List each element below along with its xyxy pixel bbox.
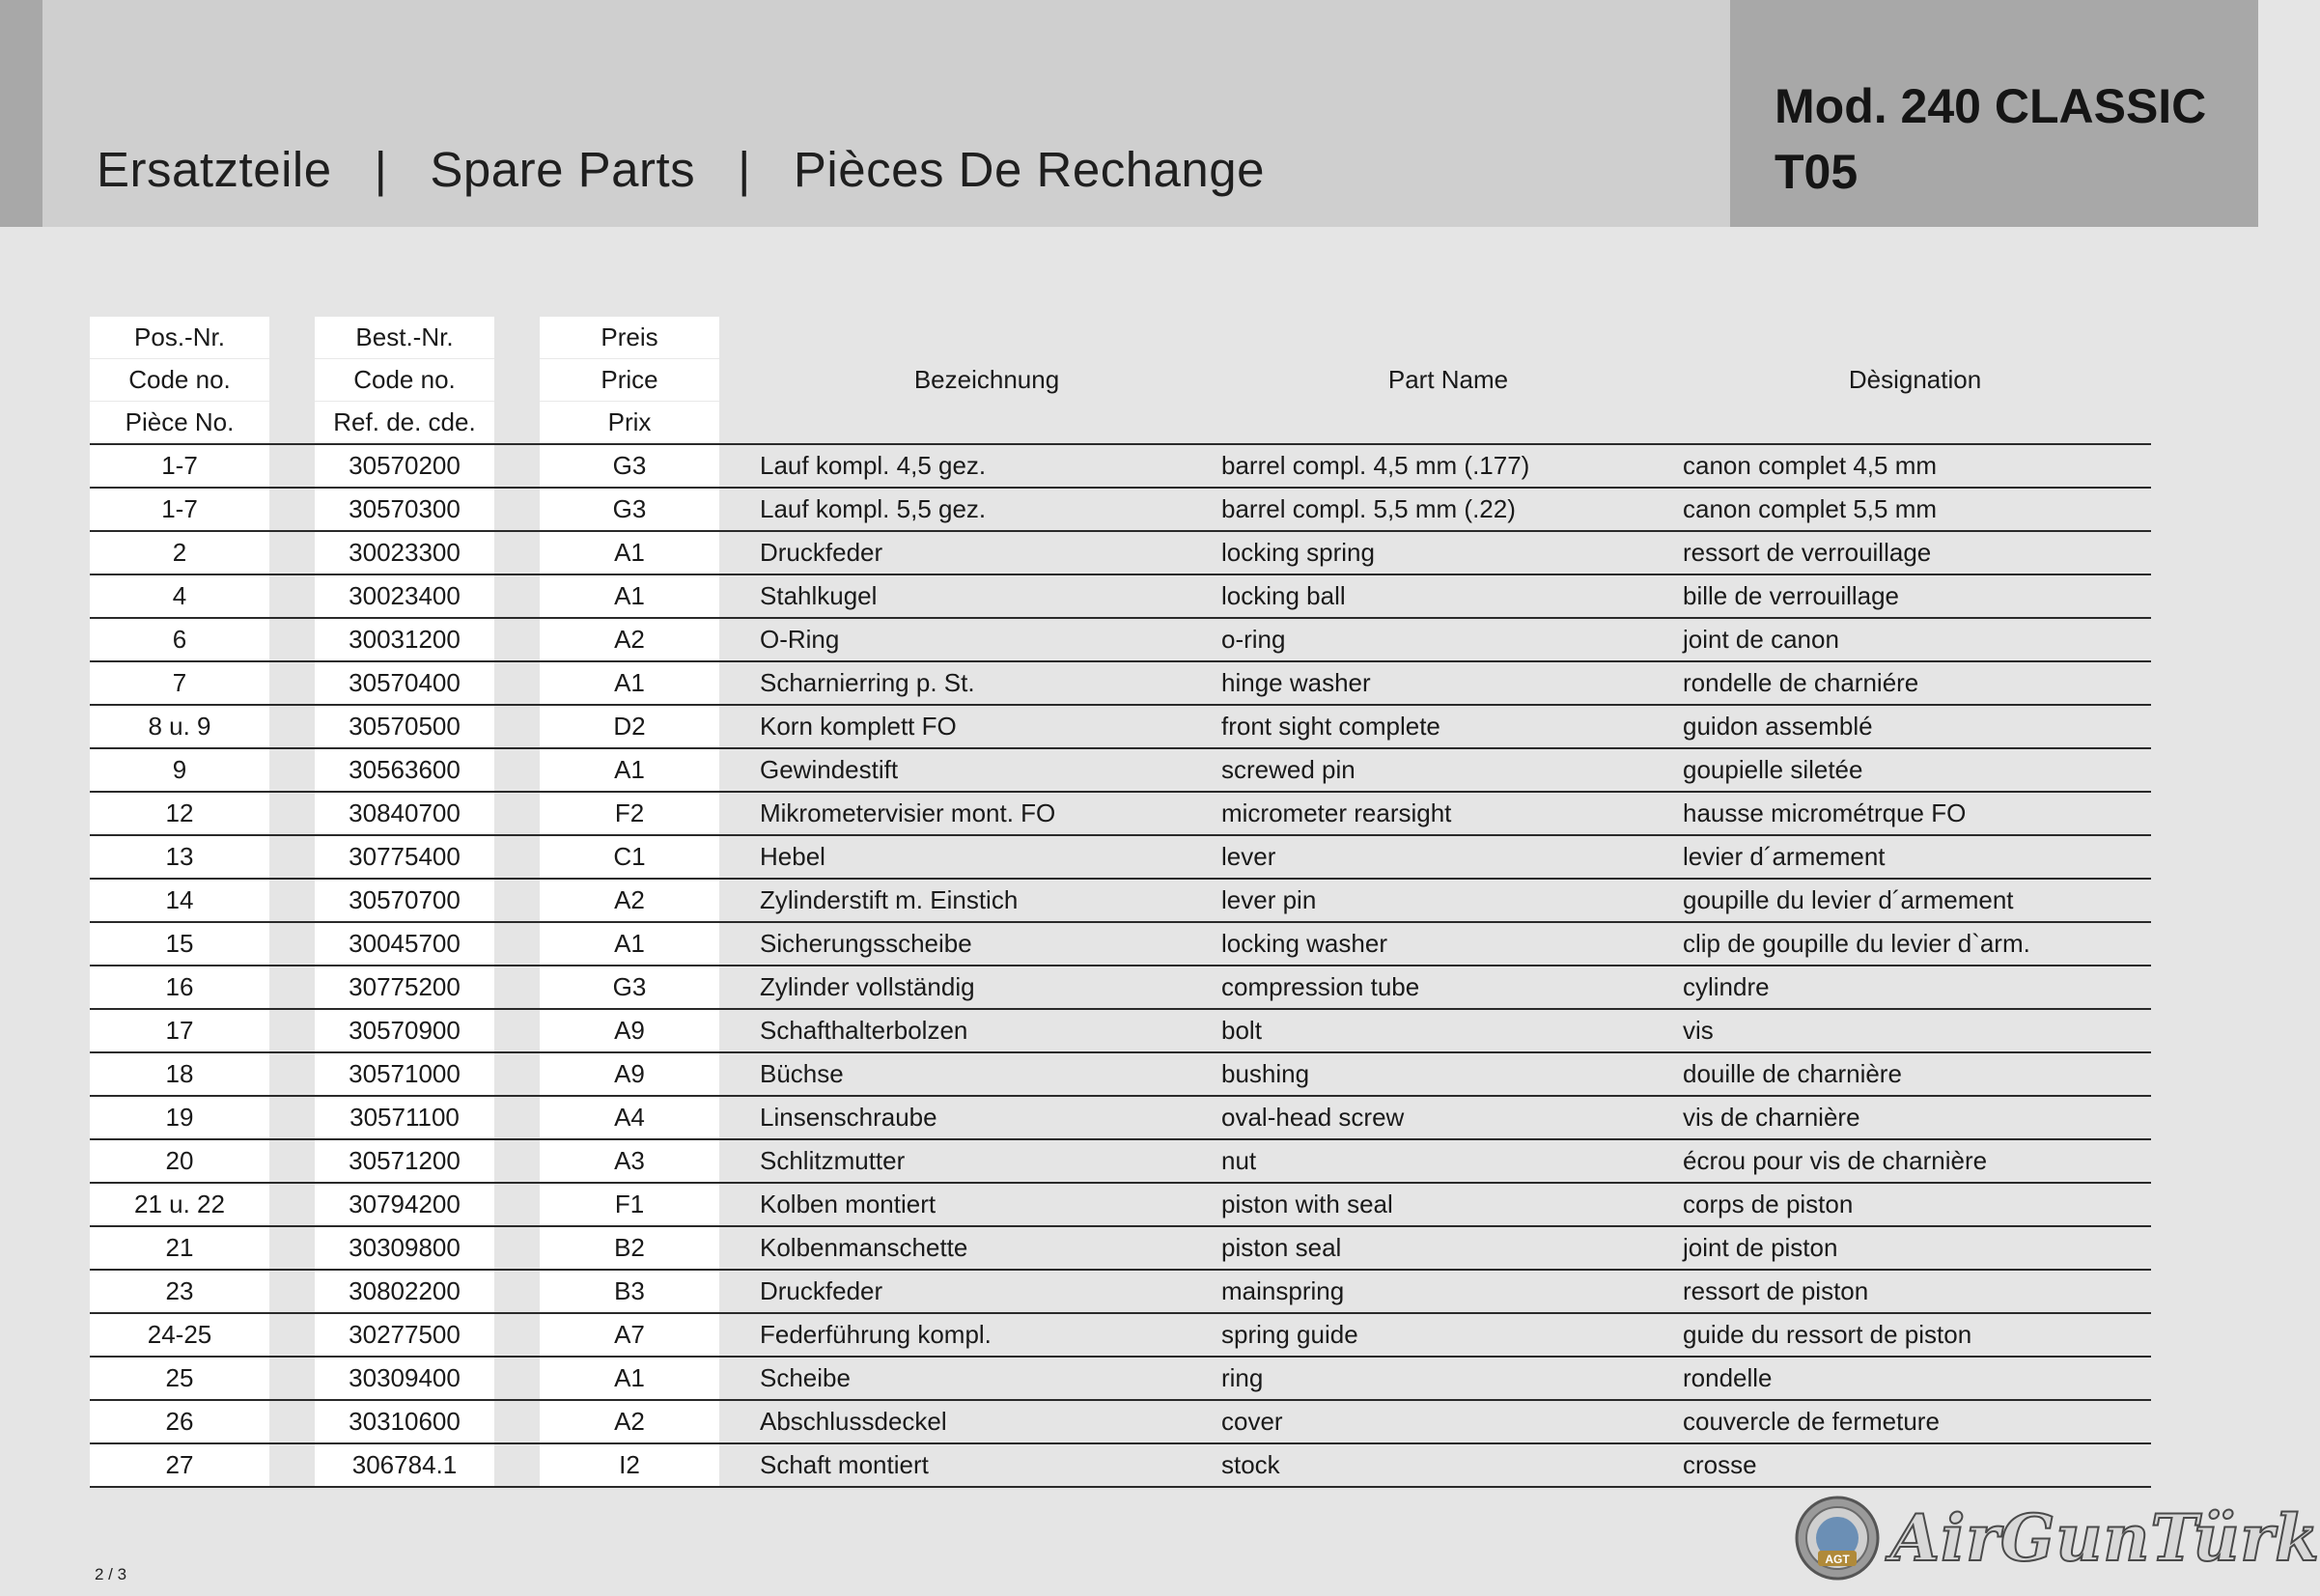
cell-code: 30794200 — [315, 1183, 494, 1226]
cell-en: lever pin — [1217, 879, 1679, 922]
header-fr: Dèsignation — [1848, 365, 1982, 394]
cell-de: Kolbenmanschette — [756, 1226, 1217, 1270]
cell-fr: guide du ressort de piston — [1679, 1313, 2151, 1357]
model-code: T05 — [1775, 145, 1859, 199]
table-row — [90, 444, 2151, 488]
header-row — [90, 317, 2151, 359]
table-row — [90, 966, 2151, 1009]
cell-price: A1 — [540, 661, 719, 705]
cell-fr: rondelle — [1679, 1357, 2151, 1400]
cell-en: hinge washer — [1217, 661, 1679, 705]
table-row — [90, 1139, 2151, 1183]
header-price: Preis — [540, 317, 719, 359]
cell-en: barrel compl. 4,5 mm (.177) — [1217, 444, 1679, 488]
table-row — [90, 531, 2151, 574]
table-row — [90, 1443, 2151, 1487]
title-separator: | — [374, 142, 388, 197]
table-row — [90, 1009, 2151, 1052]
cell-de: Zylinderstift m. Einstich — [756, 879, 1217, 922]
logo-wordmark: AirGunTürk — [1890, 1500, 2320, 1576]
title-de: Ersatzteile — [97, 142, 332, 197]
table-row — [90, 1183, 2151, 1226]
cell-fr: hausse micrométrque FO — [1679, 792, 2151, 835]
header-code: Code no. — [315, 359, 494, 402]
title-en: Spare Parts — [430, 142, 696, 197]
cell-fr: canon complet 4,5 mm — [1679, 444, 2151, 488]
cell-pos: 23 — [90, 1270, 269, 1313]
cell-code: 30840700 — [315, 792, 494, 835]
cell-de: Stahlkugel — [756, 574, 1217, 618]
cell-en: nut — [1217, 1139, 1679, 1183]
cell-code: 30570400 — [315, 661, 494, 705]
cell-de: O-Ring — [756, 618, 1217, 661]
cell-pos: 21 u. 22 — [90, 1183, 269, 1226]
cell-pos: 9 — [90, 748, 269, 792]
header-code: Ref. de. cde. — [315, 402, 494, 445]
cell-code: 30570900 — [315, 1009, 494, 1052]
cell-de: Druckfeder — [756, 531, 1217, 574]
logo-badge: AGT — [1825, 1553, 1850, 1566]
header-left-strip — [0, 0, 42, 227]
cell-en: lever — [1217, 835, 1679, 879]
cell-en: mainspring — [1217, 1270, 1679, 1313]
cell-fr: couvercle de fermeture — [1679, 1400, 2151, 1443]
cell-code: 306784.1 — [315, 1443, 494, 1487]
cell-price: A1 — [540, 531, 719, 574]
cell-de: Zylinder vollständig — [756, 966, 1217, 1009]
cell-code: 30023400 — [315, 574, 494, 618]
title-fr: Pièces De Rechange — [793, 142, 1266, 197]
cell-price: A7 — [540, 1313, 719, 1357]
cell-code: 30570700 — [315, 879, 494, 922]
cell-en: piston with seal — [1217, 1183, 1679, 1226]
cell-en: locking spring — [1217, 531, 1679, 574]
agt-emblem-icon — [1794, 1495, 1881, 1582]
cell-en: front sight complete — [1217, 705, 1679, 748]
cell-pos: 19 — [90, 1096, 269, 1139]
title-separator: | — [738, 142, 751, 197]
cell-pos: 1-7 — [90, 444, 269, 488]
cell-fr: canon complet 5,5 mm — [1679, 488, 2151, 531]
cell-fr: vis — [1679, 1009, 2151, 1052]
cell-pos: 16 — [90, 966, 269, 1009]
cell-price: B3 — [540, 1270, 719, 1313]
cell-price: B2 — [540, 1226, 719, 1270]
cell-price: A1 — [540, 574, 719, 618]
cell-code: 30570200 — [315, 444, 494, 488]
cell-fr: clip de goupille du levier d`arm. — [1679, 922, 2151, 966]
cell-de: Linsenschraube — [756, 1096, 1217, 1139]
cell-de: Schafthalterbolzen — [756, 1009, 1217, 1052]
cell-de: Korn komplett FO — [756, 705, 1217, 748]
cell-code: 30571000 — [315, 1052, 494, 1096]
cell-de: Mikrometervisier mont. FO — [756, 792, 1217, 835]
cell-pos: 24-25 — [90, 1313, 269, 1357]
cell-code: 30802200 — [315, 1270, 494, 1313]
cell-de: Druckfeder — [756, 1270, 1217, 1313]
cell-de: Sicherungsscheibe — [756, 922, 1217, 966]
cell-en: bolt — [1217, 1009, 1679, 1052]
cell-code: 30563600 — [315, 748, 494, 792]
cell-price: A1 — [540, 748, 719, 792]
table-row — [90, 922, 2151, 966]
cell-pos: 20 — [90, 1139, 269, 1183]
cell-en: micrometer rearsight — [1217, 792, 1679, 835]
cell-pos: 7 — [90, 661, 269, 705]
table-row — [90, 1400, 2151, 1443]
cell-de: Gewindestift — [756, 748, 1217, 792]
cell-de: Abschlussdeckel — [756, 1400, 1217, 1443]
table-row — [90, 748, 2151, 792]
cell-fr: joint de piston — [1679, 1226, 2151, 1270]
cell-price: A4 — [540, 1096, 719, 1139]
cell-code: 30045700 — [315, 922, 494, 966]
cell-price: A3 — [540, 1139, 719, 1183]
model-label — [1775, 73, 2206, 205]
header-price: Prix — [540, 402, 719, 445]
table-row — [90, 705, 2151, 748]
cell-en: spring guide — [1217, 1313, 1679, 1357]
cell-price: C1 — [540, 835, 719, 879]
model-box — [1730, 0, 2258, 227]
cell-pos: 6 — [90, 618, 269, 661]
cell-pos: 21 — [90, 1226, 269, 1270]
cell-price: A2 — [540, 618, 719, 661]
table-row — [90, 1270, 2151, 1313]
page-number: 2 / 3 — [95, 1565, 127, 1583]
header-pos: Pos.-Nr. — [90, 317, 269, 359]
cell-fr: ressort de piston — [1679, 1270, 2151, 1313]
cell-pos: 14 — [90, 879, 269, 922]
cell-code: 30309400 — [315, 1357, 494, 1400]
cell-code: 30309800 — [315, 1226, 494, 1270]
cell-en: barrel compl. 5,5 mm (.22) — [1217, 488, 1679, 531]
table-row — [90, 792, 2151, 835]
cell-de: Hebel — [756, 835, 1217, 879]
cell-de: Kolben montiert — [756, 1183, 1217, 1226]
cell-code: 30277500 — [315, 1313, 494, 1357]
cell-fr: guidon assemblé — [1679, 705, 2151, 748]
cell-price: I2 — [540, 1443, 719, 1487]
cell-en: oval-head screw — [1217, 1096, 1679, 1139]
cell-de: Lauf kompl. 5,5 gez. — [756, 488, 1217, 531]
table-row — [90, 1357, 2151, 1400]
cell-pos: 4 — [90, 574, 269, 618]
cell-pos: 2 — [90, 531, 269, 574]
cell-pos: 15 — [90, 922, 269, 966]
table-row — [90, 661, 2151, 705]
cell-fr: joint de canon — [1679, 618, 2151, 661]
cell-en: ring — [1217, 1357, 1679, 1400]
cell-price: A9 — [540, 1009, 719, 1052]
cell-fr: corps de piston — [1679, 1183, 2151, 1226]
cell-en: stock — [1217, 1443, 1679, 1487]
cell-pos: 26 — [90, 1400, 269, 1443]
cell-fr: bille de verrouillage — [1679, 574, 2151, 618]
cell-code: 30775400 — [315, 835, 494, 879]
cell-en: cover — [1217, 1400, 1679, 1443]
header-pos: Code no. — [90, 359, 269, 402]
cell-code: 30031200 — [315, 618, 494, 661]
cell-price: A1 — [540, 922, 719, 966]
cell-fr: rondelle de charniére — [1679, 661, 2151, 705]
table-row — [90, 618, 2151, 661]
model-name: Mod. 240 CLASSIC — [1775, 79, 2207, 133]
cell-en: bushing — [1217, 1052, 1679, 1096]
cell-code: 30023300 — [315, 531, 494, 574]
cell-price: F1 — [540, 1183, 719, 1226]
table-row — [90, 574, 2151, 618]
cell-pos: 8 u. 9 — [90, 705, 269, 748]
cell-fr: goupielle siletée — [1679, 748, 2151, 792]
cell-en: locking washer — [1217, 922, 1679, 966]
cell-fr: écrou pour vis de charnière — [1679, 1139, 2151, 1183]
cell-price: G3 — [540, 488, 719, 531]
cell-fr: ressort de verrouillage — [1679, 531, 2151, 574]
cell-fr: douille de charnière — [1679, 1052, 2151, 1096]
header-en: Part Name — [1387, 365, 1509, 394]
cell-pos: 25 — [90, 1357, 269, 1400]
cell-de: Scheibe — [756, 1357, 1217, 1400]
cell-en: locking ball — [1217, 574, 1679, 618]
table-row — [90, 1052, 2151, 1096]
header-de: Bezeichnung — [913, 365, 1060, 394]
cell-en: compression tube — [1217, 966, 1679, 1009]
cell-price: D2 — [540, 705, 719, 748]
cell-de: Lauf kompl. 4,5 gez. — [756, 444, 1217, 488]
cell-en: o-ring — [1217, 618, 1679, 661]
cell-code: 30571100 — [315, 1096, 494, 1139]
table-row — [90, 1096, 2151, 1139]
table-row — [90, 488, 2151, 531]
header-pos: Pièce No. — [90, 402, 269, 445]
table-row — [90, 1226, 2151, 1270]
cell-en: piston seal — [1217, 1226, 1679, 1270]
header-price: Price — [540, 359, 719, 402]
cell-code: 30570300 — [315, 488, 494, 531]
cell-de: Schlitzmutter — [756, 1139, 1217, 1183]
airgunturk-logo — [1794, 1487, 2320, 1583]
cell-price: G3 — [540, 444, 719, 488]
cell-pos: 12 — [90, 792, 269, 835]
cell-pos: 13 — [90, 835, 269, 879]
cell-code: 30570500 — [315, 705, 494, 748]
cell-fr: goupille du levier d´armement — [1679, 879, 2151, 922]
cell-fr: vis de charnière — [1679, 1096, 2151, 1139]
cell-price: A1 — [540, 1357, 719, 1400]
cell-de: Schaft montiert — [756, 1443, 1217, 1487]
cell-code: 30775200 — [315, 966, 494, 1009]
cell-price: A9 — [540, 1052, 719, 1096]
cell-fr: levier d´armement — [1679, 835, 2151, 879]
cell-pos: 18 — [90, 1052, 269, 1096]
cell-pos: 27 — [90, 1443, 269, 1487]
cell-de: Büchse — [756, 1052, 1217, 1096]
cell-fr: cylindre — [1679, 966, 2151, 1009]
page-title — [97, 141, 1265, 198]
table-row — [90, 879, 2151, 922]
cell-code: 30571200 — [315, 1139, 494, 1183]
table-row — [90, 1313, 2151, 1357]
header-code: Best.-Nr. — [315, 317, 494, 359]
cell-price: A2 — [540, 1400, 719, 1443]
cell-fr: crosse — [1679, 1443, 2151, 1487]
cell-price: G3 — [540, 966, 719, 1009]
cell-price: A2 — [540, 879, 719, 922]
cell-de: Scharnierring p. St. — [756, 661, 1217, 705]
table-row — [90, 835, 2151, 879]
cell-de: Federführung kompl. — [756, 1313, 1217, 1357]
cell-code: 30310600 — [315, 1400, 494, 1443]
spare-parts-table — [90, 317, 2151, 1488]
cell-pos: 17 — [90, 1009, 269, 1052]
cell-en: screwed pin — [1217, 748, 1679, 792]
cell-price: F2 — [540, 792, 719, 835]
cell-pos: 1-7 — [90, 488, 269, 531]
